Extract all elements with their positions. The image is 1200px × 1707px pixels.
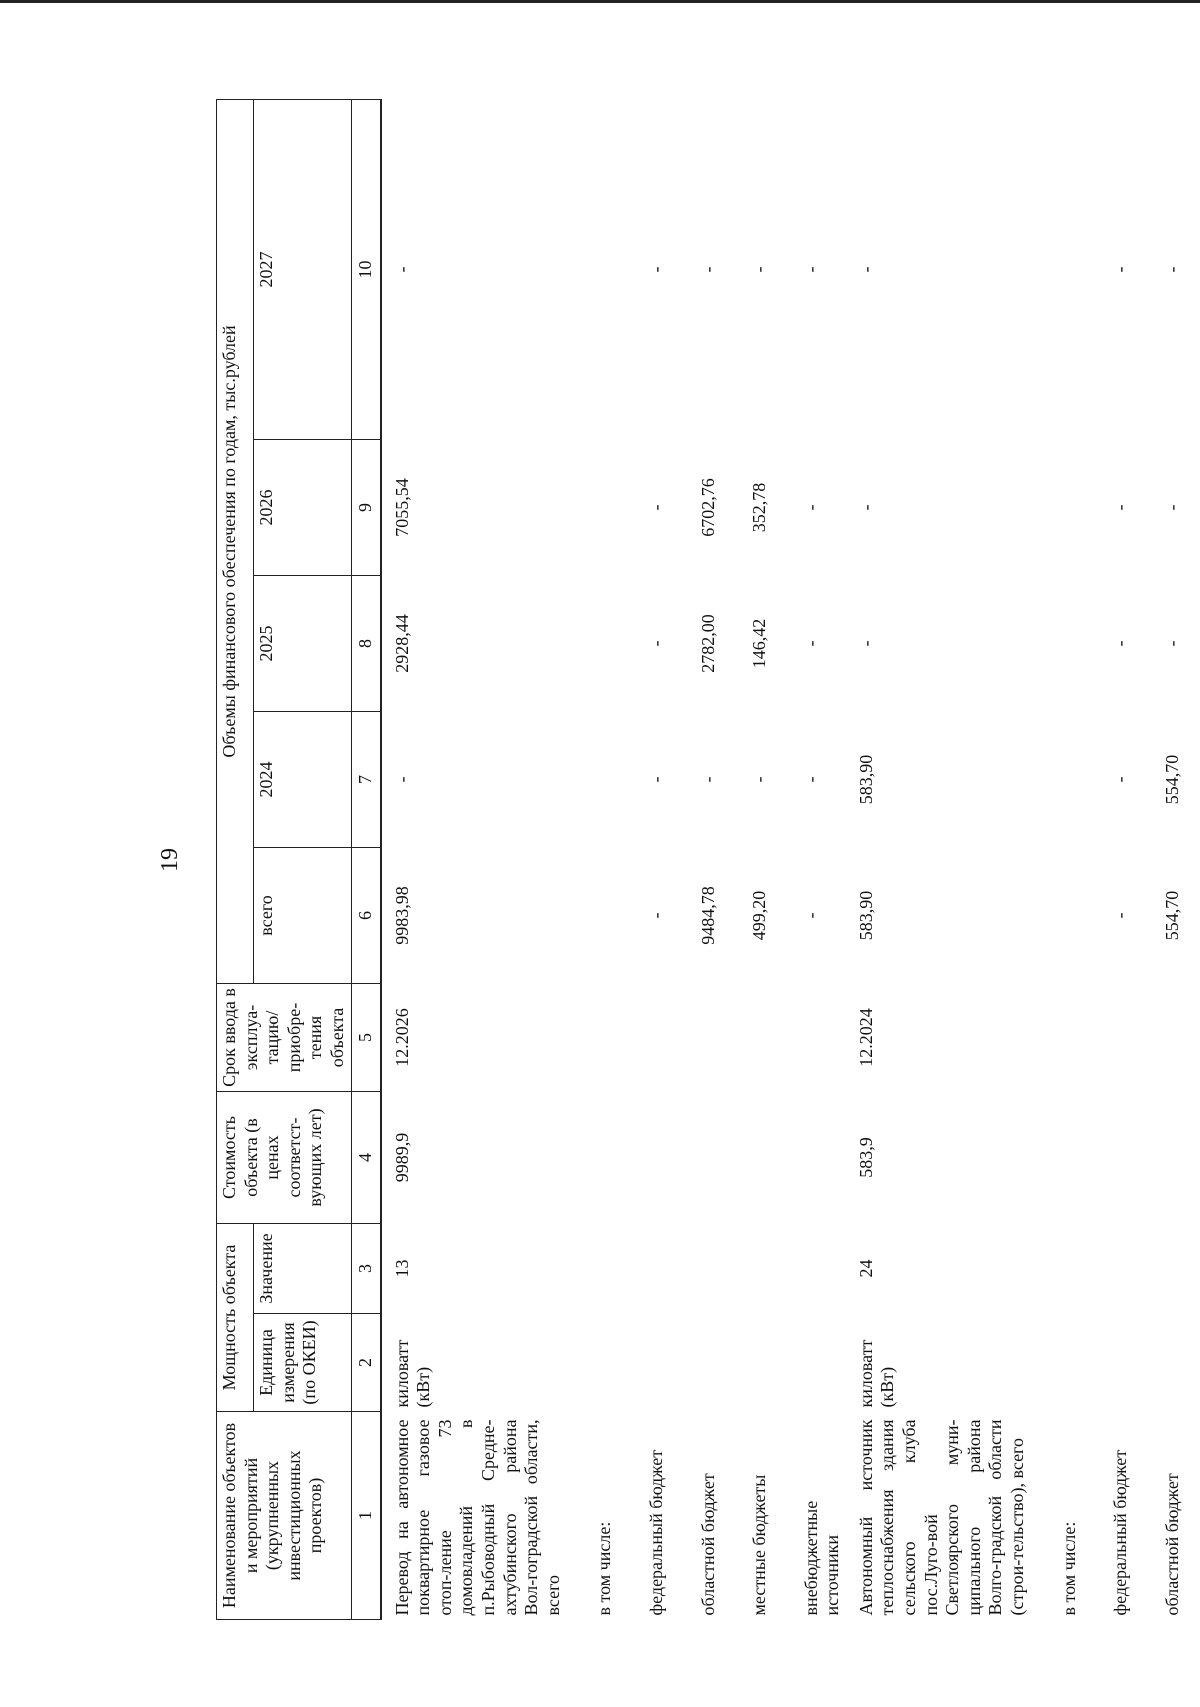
table-row (1031, 100, 1083, 1620)
cell-cost (721, 1092, 773, 1224)
cell-unit (773, 1314, 846, 1412)
cell-y2024: - (1110, 776, 1131, 783)
cell-value: 13 (391, 1259, 412, 1278)
cell-y2026: 352,78 (749, 482, 770, 533)
cell-y2026: - (645, 504, 666, 511)
cell-y2027: - (1110, 266, 1131, 273)
cell-commission (1082, 984, 1134, 1092)
cell-y2025: 2782,00 (697, 614, 718, 673)
cell-y2027: - (645, 266, 666, 273)
cell-commission (1031, 984, 1083, 1092)
cell-commission (670, 984, 722, 1092)
cell-y2027: - (391, 266, 412, 273)
cell-y2024: - (697, 776, 718, 783)
column-number: 3 (351, 1224, 381, 1314)
cell-cost: 583,9 (855, 1137, 876, 1178)
header-2025: 2025 (254, 576, 351, 712)
cell-value (1031, 1224, 1083, 1314)
cell-y2027: - (697, 266, 718, 273)
cell-total (566, 848, 618, 984)
cell-cost (1082, 1092, 1134, 1224)
column-number: 4 (351, 1092, 381, 1224)
cell-unit: киловатт (кВт) (855, 1339, 898, 1408)
cell-total: - (1110, 912, 1131, 919)
cell-value (1082, 1224, 1134, 1314)
cell-cost (1134, 1092, 1186, 1224)
cell-commission (721, 984, 773, 1092)
cell-cost (670, 1092, 722, 1224)
table-row (1134, 100, 1186, 1620)
scan-top-edge (0, 0, 1200, 3)
column-number: 1 (351, 1412, 381, 1620)
column-number: 6 (351, 848, 381, 984)
cell-y2026: - (1161, 504, 1182, 511)
column-number: 7 (351, 712, 381, 848)
cell-cost (773, 1092, 846, 1224)
cell-total: - (645, 912, 666, 919)
cell-y2024: - (749, 776, 770, 783)
cell-unit (1082, 1314, 1134, 1412)
table-row (618, 100, 670, 1620)
column-number: 9 (351, 440, 381, 576)
cell-y2027: - (800, 266, 821, 273)
cell-name: федеральный бюджет (1110, 1449, 1131, 1616)
cell-cost: 9989,9 (391, 1132, 412, 1183)
cell-y2025: - (800, 640, 821, 647)
cell-y2025: - (645, 640, 666, 647)
cell-name: в том числе: (594, 1521, 615, 1616)
header-capacity: Мощность объекта (217, 1224, 254, 1412)
cell-total: 583,90 (855, 890, 876, 941)
cell-name: местные бюджеты (749, 1474, 770, 1616)
table-row (846, 100, 1031, 1620)
table-row (773, 100, 846, 1620)
cell-y2024: - (645, 776, 666, 783)
cell-commission (773, 984, 846, 1092)
cell-commission (566, 984, 618, 1092)
cell-y2026: 7055,54 (391, 478, 412, 537)
cell-y2025 (566, 576, 618, 712)
cell-unit (566, 1314, 618, 1412)
cell-unit (670, 1314, 722, 1412)
cell-y2024: - (391, 776, 412, 783)
cell-commission (618, 984, 670, 1092)
column-number: 8 (351, 576, 381, 712)
cell-y2027: - (855, 266, 876, 273)
header-total: всего (254, 848, 351, 984)
cell-unit (721, 1314, 773, 1412)
cell-value (618, 1224, 670, 1314)
cell-unit: киловатт (кВт) (391, 1339, 434, 1408)
cell-unit (1031, 1314, 1083, 1412)
table-row (381, 100, 567, 1620)
cell-value (721, 1224, 773, 1314)
cell-y2027: - (749, 266, 770, 273)
column-number: 2 (351, 1314, 381, 1412)
table-row (1082, 100, 1134, 1620)
cell-value: 24 (855, 1259, 876, 1278)
cell-cost (1031, 1092, 1083, 1224)
cell-name: федеральный бюджет (645, 1449, 666, 1616)
table-row (670, 100, 722, 1620)
cell-y2024 (566, 712, 618, 848)
header-commission: Срок ввода в эксплуа-тацию/ приобре-тения объекта (217, 984, 352, 1092)
cell-value (1134, 1224, 1186, 1314)
cell-value (670, 1224, 722, 1314)
cell-name: Перевод на автономное поквартирное газовое отоп-ление 73 домовладений в п.Рыбоводный Средне-ахтубинского района Вол-гоградской области, всего (391, 1419, 563, 1616)
cell-y2027 (566, 100, 618, 440)
cell-y2026: - (1110, 504, 1131, 511)
cell-y2024: 554,70 (1161, 754, 1182, 805)
page-number: 19 (157, 848, 183, 872)
cell-y2027: - (1161, 266, 1182, 273)
cell-y2026: - (800, 504, 821, 511)
header-2027: 2027 (254, 100, 351, 440)
header-cost: Стоимость объекта (в ценах соответст-вующих лет) (217, 1092, 352, 1224)
header-name: Наименование объектов и мероприятий (укрупненных инвестиционных проектов) (217, 1412, 352, 1620)
cell-y2025: 2928,44 (391, 614, 412, 673)
header-funding: Объемы финансового обеспечения по годам, тыс.рублей (217, 100, 254, 984)
rotated-content (150, 100, 1182, 1620)
cell-y2025: - (1110, 640, 1131, 647)
header-2026: 2026 (254, 440, 351, 576)
table-body (381, 100, 1186, 1620)
cell-y2026: - (855, 504, 876, 511)
cell-y2025: - (1161, 640, 1182, 647)
cell-total (1031, 848, 1083, 984)
header-value: Значение (254, 1224, 351, 1314)
cell-name: Автономный источник теплоснабжения здания сельского клуба пос.Луго-вой Светлоярского муни-ципального района Волго-градской области (строи-тельство), всего (855, 1419, 1028, 1616)
cell-y2025 (1031, 576, 1083, 712)
funding-table (216, 99, 1185, 1620)
cell-y2026 (1031, 440, 1083, 576)
column-number: 10 (351, 100, 381, 440)
cell-name: областной бюджет (1161, 1473, 1182, 1616)
cell-cost (618, 1092, 670, 1224)
cell-total: - (800, 912, 821, 919)
cell-cost (566, 1092, 618, 1224)
table-row (566, 100, 618, 1620)
cell-name: внебюджетные источники (800, 1500, 843, 1616)
cell-y2024: - (800, 776, 821, 783)
cell-value (566, 1224, 618, 1314)
cell-value (773, 1224, 846, 1314)
column-number: 5 (351, 984, 381, 1092)
cell-y2025: - (855, 640, 876, 647)
cell-y2024: 583,90 (855, 754, 876, 805)
cell-total: 499,20 (749, 890, 770, 941)
cell-y2024 (1031, 712, 1083, 848)
cell-unit (618, 1314, 670, 1412)
cell-total: 9484,78 (697, 886, 718, 945)
cell-commission (1134, 984, 1186, 1092)
cell-name: областной бюджет (697, 1473, 718, 1616)
cell-y2027 (1031, 100, 1083, 440)
cell-commission: 12.2026 (391, 1008, 412, 1067)
table-row (721, 100, 773, 1620)
cell-unit (1134, 1314, 1186, 1412)
header-unit: Единица измерения (по ОКЕИ) (254, 1314, 351, 1412)
cell-y2025: 146,42 (749, 618, 770, 669)
cell-commission: 12.2024 (855, 1008, 876, 1067)
cell-total: 9983,98 (391, 886, 412, 945)
cell-y2026 (566, 440, 618, 576)
cell-total: 554,70 (1161, 890, 1182, 941)
header-2024: 2024 (254, 712, 351, 848)
cell-name: в том числе: (1058, 1521, 1079, 1616)
cell-y2026: 6702,76 (697, 478, 718, 537)
